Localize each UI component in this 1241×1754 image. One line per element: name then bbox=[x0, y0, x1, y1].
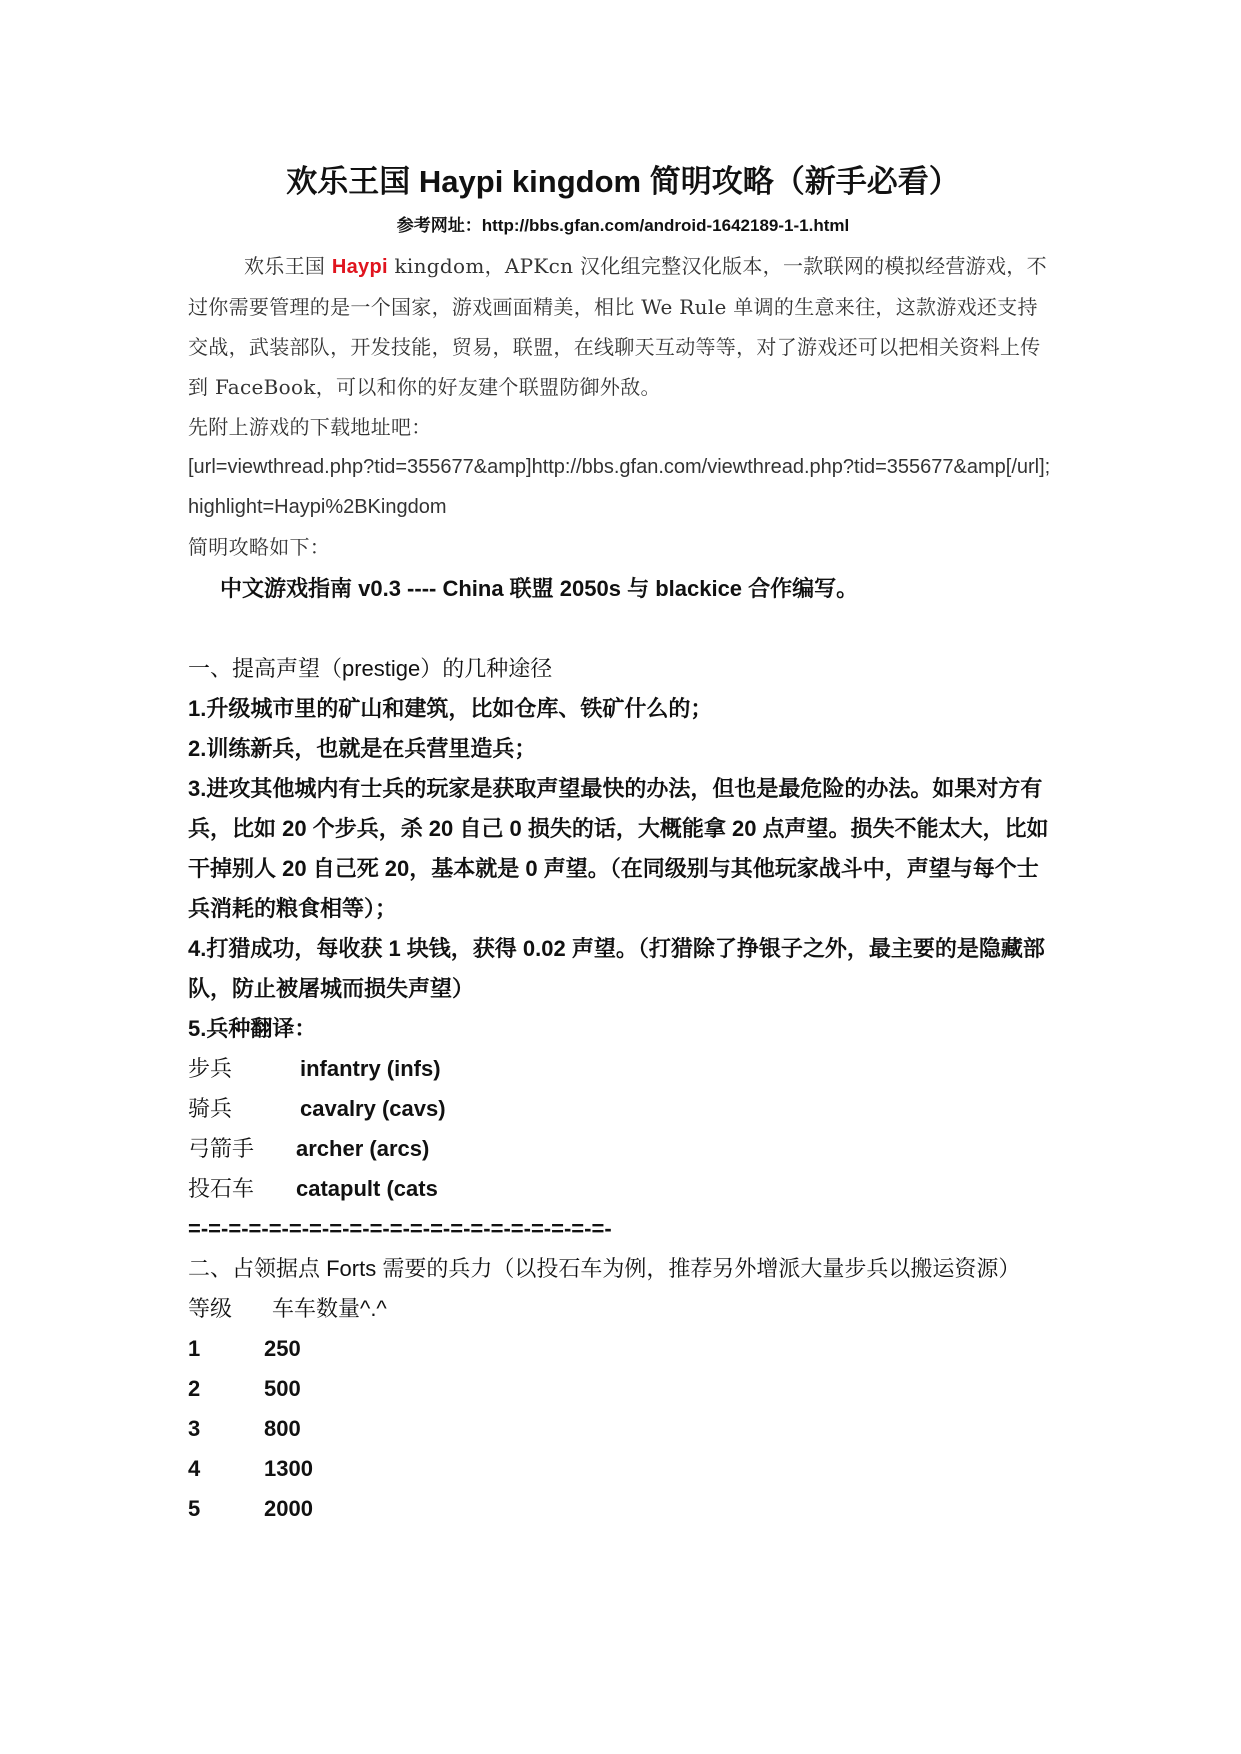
count-cell: 1300 bbox=[264, 1456, 313, 1481]
unit-cn: 骑兵 bbox=[188, 1096, 233, 1121]
download-prompt: 先附上游戏的下载地址吧： bbox=[188, 415, 432, 439]
list-item: 1.升级城市里的矿山和建筑，比如仓库、铁矿什么的； bbox=[188, 696, 713, 721]
intro-text-2: kingdom，APKcn 汉化组完整汉化版本，一款联网的模拟经营游戏，不过你需要管理的是一个国家，游戏画面精美，相比 We Rule 单调的生意来往，这款游戏还支持交战，武装部队，开发技能，贸易，联盟，在线聊天互动等等，对了游戏还可以把相关资料上传到 FaceBook，可以和你的好友建个联盟防御外敌。 bbox=[188, 254, 1047, 399]
download-url: [url=viewthread.php?tid=355677&amp]http://bbs.gfan.com/viewthread.php?tid=355677&amp[/url];highlight=Haypi%2BKingdom bbox=[188, 456, 1051, 518]
intro-section bbox=[188, 246, 1058, 447]
intro-text-1: 欢乐王国 bbox=[244, 254, 332, 278]
level-header: 等级 bbox=[188, 1296, 233, 1321]
unit-en: infantry (infs) bbox=[300, 1056, 441, 1081]
guide-heading: 中文游戏指南 v0.3 ---- China 联盟 2050s 与 blackice 合作编写。 bbox=[220, 576, 859, 601]
guide-intro: 简明攻略如下： bbox=[188, 535, 331, 559]
level-cell: 5 bbox=[188, 1496, 201, 1521]
list-item: 2.训练新兵，也就是在兵营里造兵； bbox=[188, 736, 537, 761]
level-cell: 4 bbox=[188, 1456, 201, 1481]
count-cell: 2000 bbox=[264, 1496, 313, 1521]
list-item: 4.打猎成功，每收获 1 块钱，获得 0.02 声望。（打猎除了挣银子之外，最主要的是隐藏部队，防止被屠城而损失声望） bbox=[188, 936, 1045, 1001]
list-item: 5.兵种翻译： bbox=[188, 1016, 317, 1041]
count-cell: 800 bbox=[264, 1416, 301, 1441]
table-row bbox=[188, 1489, 1058, 1529]
unit-en: catapult (cats bbox=[296, 1176, 438, 1201]
section-prestige bbox=[188, 649, 1058, 1249]
table-row bbox=[188, 1409, 1058, 1449]
count-cell: 500 bbox=[264, 1376, 301, 1401]
table-row bbox=[188, 1449, 1058, 1489]
unit-row bbox=[188, 1129, 1058, 1169]
divider-line: =-=-=-=-=-=-=-=-=-=-=-=-=-=-=-=-=-=-=-=-=- bbox=[188, 1216, 612, 1241]
document-page bbox=[188, 160, 1058, 1529]
table-row bbox=[188, 1369, 1058, 1409]
reference-url: 参考网址：http://bbs.gfan.com/android-1642189-1-1.html bbox=[396, 216, 850, 235]
level-cell: 3 bbox=[188, 1416, 201, 1441]
count-header: 车车数量^.^ bbox=[272, 1296, 387, 1321]
section2-heading: 二、占领据点 Forts 需要的兵力（以投石车为例，推荐另外增派大量步兵以搬运资源） bbox=[188, 1256, 1021, 1281]
list-item: 3.进攻其他城内有士兵的玩家是获取声望最快的办法，但也是最危险的办法。如果对方有兵，比如 20 个步兵，杀 20 自己 0 损失的话，大概能拿 20 点声望。损失不能太大，比如干掉别人 20 自己死 20，基本就是 0 声望。（在同级别与其他玩家战斗中，声望与每个士兵消耗的粮食相等）； bbox=[188, 776, 1049, 921]
unit-row bbox=[188, 1169, 1058, 1209]
level-cell: 2 bbox=[188, 1376, 201, 1401]
table-header bbox=[188, 1289, 1058, 1329]
level-cell: 1 bbox=[188, 1336, 201, 1361]
unit-en: cavalry (cavs) bbox=[300, 1096, 446, 1121]
unit-en: archer (arcs) bbox=[296, 1136, 430, 1161]
count-cell: 250 bbox=[264, 1336, 301, 1361]
unit-row bbox=[188, 1049, 1058, 1089]
blank-line bbox=[188, 609, 1058, 649]
table-row bbox=[188, 1329, 1058, 1369]
section1-heading: 一、提高声望（prestige）的几种途径 bbox=[188, 656, 553, 681]
page-title: 欢乐王国 Haypi kingdom 简明攻略（新手必看） bbox=[286, 164, 960, 199]
unit-cn: 弓箭手 bbox=[188, 1136, 255, 1161]
unit-cn: 步兵 bbox=[188, 1056, 233, 1081]
intro-paragraph bbox=[188, 246, 1058, 407]
guide-intro-block bbox=[188, 527, 1058, 567]
unit-row bbox=[188, 1089, 1058, 1129]
unit-cn: 投石车 bbox=[188, 1176, 255, 1201]
intro-highlight: Haypi bbox=[331, 256, 388, 278]
section-forts bbox=[188, 1249, 1058, 1529]
